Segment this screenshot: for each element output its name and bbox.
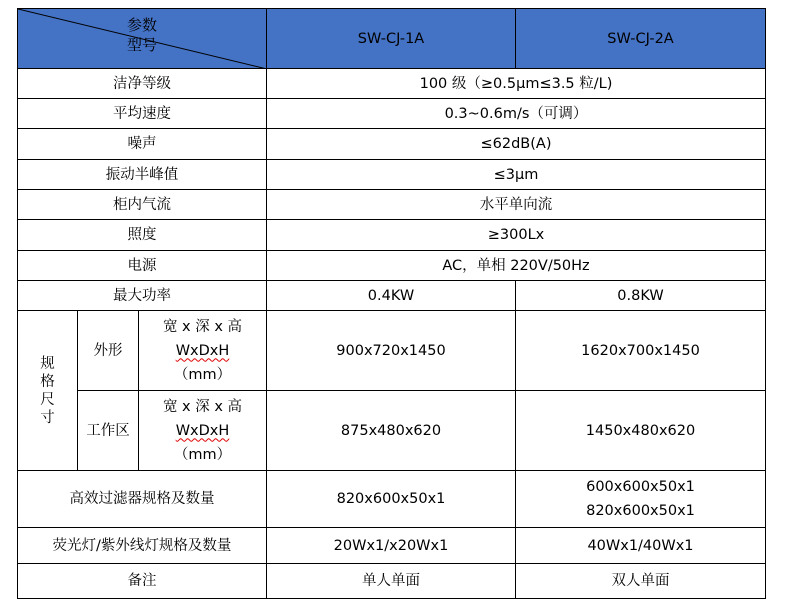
outer-value-1: 900x720x1450 [267,311,516,391]
row-value-2: 0.8KW [516,281,766,311]
outer-value-2: 1620x700x1450 [516,311,766,391]
table-row [18,99,766,129]
spec-table [17,8,766,599]
row-label: 平均速度 [18,99,267,129]
row-value: 100 级（≥0.5μm≤3.5 粒/L) [267,69,766,99]
table-row [18,251,766,281]
row-label: 振动半峰值 [18,160,267,190]
model-2-header: SW-CJ-2A [516,9,766,69]
model-1-header: SW-CJ-1A [267,9,516,69]
header-diagonal-cell [18,9,267,69]
table-row [18,129,766,160]
row-value: ≤62dB(A) [267,129,766,160]
row-label: 噪声 [18,129,267,160]
table-row [18,220,766,251]
remark-label: 备注 [18,564,267,599]
filter-value-1: 820x600x50x1 [267,471,516,528]
model-label: 型号 [126,36,157,54]
row-label: 电源 [18,251,267,281]
filter-value-2: 600x600x50x1 820x600x50x1 [516,471,766,528]
table-row [18,190,766,220]
row-value-1: 0.4KW [267,281,516,311]
work-value-1: 875x480x620 [267,391,516,471]
lamp-row [18,528,766,564]
outer-dims-label: 宽 x 深 x 高 WxDxH （mm） [139,311,267,391]
row-value: AC，单相 220V/50Hz [267,251,766,281]
row-value: ≤3μm [267,160,766,190]
work-dims-label: 宽 x 深 x 高 WxDxH （mm） [139,391,267,471]
row-value: ≥300Lx [267,220,766,251]
row-label: 洁净等级 [18,69,267,99]
filter-label: 高效过滤器规格及数量 [18,471,267,528]
header-row [18,9,766,69]
table-row [18,281,766,311]
work-label: 工作区 [78,391,139,471]
filter-row [18,471,766,528]
remark-value-1: 单人单面 [267,564,516,599]
table-row [18,69,766,99]
row-label: 柜内气流 [18,190,267,220]
outer-label: 外形 [78,311,139,391]
table-row [18,160,766,190]
work-value-2: 1450x480x620 [516,391,766,471]
remark-row [18,564,766,599]
row-label: 照度 [18,220,267,251]
spec-outer-row [18,311,766,391]
row-label: 最大功率 [18,281,267,311]
row-value: 水平单向流 [267,190,766,220]
row-value: 0.3~0.6m/s（可调） [267,99,766,129]
param-label: 参数 [126,16,157,34]
lamp-value-2: 40Wx1/40Wx1 [516,528,766,564]
spec-work-row [18,391,766,471]
remark-value-2: 双人单面 [516,564,766,599]
spec-group-label: 规 格 尺 寸 [18,311,78,471]
lamp-label: 荧光灯/紫外线灯规格及数量 [18,528,267,564]
lamp-value-1: 20Wx1/x20Wx1 [267,528,516,564]
